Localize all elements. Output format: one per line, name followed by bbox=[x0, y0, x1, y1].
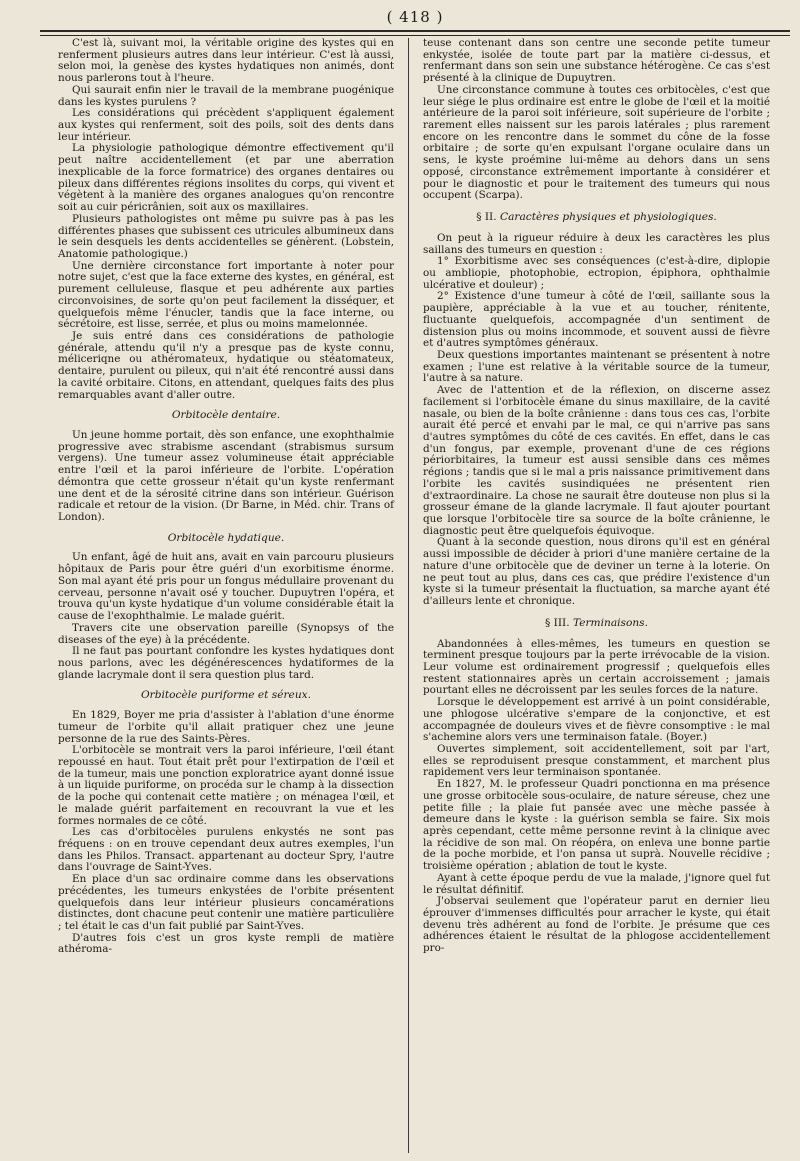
paragraph: Abandonnées à elles-mêmes, les tumeurs en question se terminent presque toujours par la perte irrévocable de la vision. Leur volume est ordinairement progressif ; quelquefois elles restent stationnaires après un certain accroissement ; jamais pourtant elles ne décroissent par les seules forces de la nature. bbox=[423, 637, 770, 697]
paragraph: En place d'un sac ordinaire comme dans les observations précédentes, les tumeurs enkystées de l'orbite présentent quelquefois dans leur intérieur plusieurs concamérations distinctes, dont chacune peut contenir une matière particulière ; tel était le cas d'un fait publié par Saint-Yves. bbox=[58, 873, 394, 933]
section-heading-2 bbox=[423, 212, 770, 224]
paragraph: Plusieurs pathologistes ont même pu suivre pas à pas les différentes phases que subissent ces utricules albumineux dans le sein desquels les dents accidentelles se génèrent. (Lobstein, Anatomie pathologique.) bbox=[58, 212, 394, 260]
paragraph: Les considérations qui précèdent s'appliquent également aux kystes qui renferment, soit des poils, soit des dents dans leur intérieur. bbox=[58, 107, 394, 143]
section-title: Terminaisons. bbox=[572, 616, 648, 629]
paragraph: Qui saurait enfin nier le travail de la membrane puogénique dans les kystes purulens ? bbox=[58, 83, 394, 108]
paragraph: La physiologie pathologique démontre effectivement qu'il peut naître accidentellement (et par une aberration inexplicable de la force formatrice) des organes dentaires ou pileux dans différentes régions insolites du corps, qui vivent et végètent à la manière des organes analogues qu'on rencontre soit au cuir péricrânien, soit aux os maxillaires. bbox=[58, 142, 394, 214]
section-heading-3 bbox=[423, 618, 770, 630]
subheading-hydatique: Orbitocèle hydatique. bbox=[167, 531, 285, 544]
paragraph: Je suis entré dans ces considérations de pathologie générale, attendu qu'il n'y a presque pas de kyste connu, méliceriqne ou athéromateux, hydatique ou stéatomateux, dentaire, purulent ou pileux, qui n'ait été rencontré aussi dans la cavité orbitaire. Citons, en attendant, quelques faits des plus remarquables avant d'aller outre. bbox=[58, 329, 394, 401]
paragraph: Lorsque le développement est arrivé à un point considérable, une phlogose ulcérative s'empare de la conjonctive, et est accompagnée de douleurs vives et de fièvre consomptive : le mal s'achemine alors vers une terminaison fatale. (Boyer.) bbox=[423, 696, 770, 744]
paragraph: Deux questions importantes maintenant se présentent à notre examen ; l'une est relative à la véritable source de la tumeur, l'autre à sa nature. bbox=[423, 348, 770, 385]
paragraph: En 1829, Boyer me pria d'assister à l'ablation d'une énorme tumeur de l'orbite qu'il allait pratiquer chez une jeune personne de la rue des Saints-Pères. bbox=[58, 709, 394, 745]
paragraph: On peut à la rigueur réduire à deux les caractères les plus saillans des tumeurs en question : bbox=[423, 231, 770, 256]
paragraph: Avec de l'attention et de la réflexion, on discerne assez facilement si l'orbitocèle émane du sinus maxillaire, de la cavité nasale, ou bien de la boîte crânienne : dans tous ces cas, l'orbite aurait été percé et envahi par le mal, ce qui n'arrive pas sans d'autres symptômes du côté de ces cavités. En effet, dans le cas d'un fongus, par exemple, provenant d'une de ces régions périorbitaires, la tumeur est aussi sensible dans ces mêmes régions ; tandis que si le mal a pris naissance primitivement dans l'orbite les cavités susindiquées ne présentent rien d'extraordinaire. La chose ne saurait être douteuse non plus si la grosseur émane de la glande lacrymale. Il faut ajouter pourtant que lorsque l'orbitocèle tire sa source de la boîte crânienne, le diagnostic peut être quelquefois équivoque. bbox=[423, 384, 770, 537]
paragraph: Une dernière circonstance fort importante à noter pour notre sujet, c'est que la face externe des kystes, en général, est purement celluleuse, flasque et peu adhérente aux parties circonvoisines, de sorte qu'on peut facilement la disséquer, et quelquefois même l'énucler, tandis que la face interne, ou sécrétoire, est lisse, serrée, et plus ou moins mamelonnée. bbox=[58, 259, 394, 331]
section-title: Caractères physiques et physiologiques. bbox=[499, 211, 717, 224]
paragraph: J'observai seulement que l'opérateur parut en dernier lieu éprouver d'immenses difficultés pour arracher le kyste, qui était devenu très adhérent au fond de l'orbite. Je présume que ces adhérences étaient le résultat de la phlogose accidentellement pro- bbox=[423, 895, 770, 955]
paragraph: Les cas d'orbitocèles purulens enkystés ne sont pas fréquens : on en trouve cependant deux autres exemples, l'un dans les Philos. Transact. appartenant au docteur Spry, l'autre dans l'ouvrage de Saint-Yves. bbox=[58, 826, 394, 874]
right-column bbox=[423, 38, 770, 955]
paragraph: Un enfant, âgé de huit ans, avait en vain parcouru plusieurs hôpitaux de Paris pour être guéri d'un exorbitisme énorme. Son mal ayant été pris pour un fongus médullaire provenant du cerveau, personne n'avait osé y toucher. Dupuytren l'opéra, et trouva qu'un kyste hydatique d'un volume considérable était la cause de l'exophthalmie. Le malade guérit. bbox=[58, 551, 394, 623]
paragraph: Ouvertes simplement, soit accidentellement, soit par l'art, elles se reproduisent presque constamment, et marchent plus rapidement vers leur terminaison spontanée. bbox=[423, 742, 770, 779]
paragraph: D'autres fois c'est un gros kyste rempli de matière athéroma- bbox=[58, 931, 394, 956]
section-sign: § III. bbox=[545, 616, 570, 629]
paragraph: C'est là, suivant moi, la véritable origine des kystes qui en renferment plusieurs autres dans leur intérieur. C'est là aussi, selon moi, la genèse des kystes hydatiques non animés, dont nous parlerons tout à l'heure. bbox=[58, 37, 394, 85]
paragraph: 1° Exorbitisme avec ses conséquences (c'est-à-dire, diplopie ou ambliopie, photophobie, ectropion, épiphora, ophthalmie ulcérative et douleur) ; bbox=[423, 255, 770, 291]
header-rule bbox=[40, 35, 790, 36]
paragraph: Travers cite une observation pareille (Synopsys of the diseases of the eye) à la précédente. bbox=[58, 621, 394, 646]
page-number: ( 418 ) bbox=[386, 8, 444, 26]
paragraph: En 1827, M. le professeur Quadri ponctionna en ma présence une grosse orbitocèle sous-oculaire, de nature séreuse, chez une petite fille ; la plaie fut pansée avec une mèche passée à demeure dans le kyste : la guérison sembla se faire. Six mois après cependant, cette même personne revint à la clinique avec la récidive de son mal. On réopéra, on enleva une bonne partie de la poche morbide, et l'on pansa ut suprà. Nouvelle récidive ; troisième opération ; ablation de tout le kyste. bbox=[423, 778, 770, 873]
paragraph: teuse contenant dans son centre une seconde petite tumeur enkystée, isolée de toute part par la matière ci-dessus, et renfermant dans son sein une substance hétérogène. Ce cas s'est présenté à la clinique de Dupuytren. bbox=[423, 37, 770, 85]
column-divider bbox=[408, 38, 409, 1153]
paragraph: Il ne faut pas pourtant confondre les kystes hydatiques dont nous parlons, avec les dégénérescences hydatiformes de la glande lacrymale dont il sera question plus tard. bbox=[58, 645, 394, 681]
paragraph: L'orbitocèle se montrait vers la paroi inférieure, l'œil étant repoussé en haut. Tout était prêt pour l'extirpation de l'œil et de la tumeur, mais une ponction exploratrice ayant donné issue à un liquide puriforme, on procéda sur le champ à la dissection de la poche qui contenait cette matière ; on ménagea l'œil, et le malade guérit parfaitement en recouvrant la vue et les formes normales de ce côté. bbox=[58, 744, 394, 827]
paragraph: Quant à la seconde question, nous dirons qu'il est en général aussi impossible de décider à priori d'une manière certaine de la nature d'une orbitocèle que de deviner un terne à la loterie. On ne peut tout au plus, dans ces cas, que prédire l'existence d'un kyste si la tumeur présentait la fluctuation, sa marche ayant été d'ailleurs lente et chronique. bbox=[423, 536, 770, 608]
paragraph: Ayant à cette époque perdu de vue la malade, j'ignore quel fut le résultat définitif. bbox=[423, 871, 770, 896]
section-sign: § II. bbox=[476, 211, 497, 224]
page-header bbox=[40, 6, 790, 32]
left-column bbox=[58, 38, 394, 956]
paragraph: Un jeune homme portait, dès son enfance, une exophthalmie progressive avec strabisme ascendant (strabismus sursum vergens). Une tumeur assez volumineuse était appréciable entre l'œil et la paroi inférieure de l'orbite. L'opération démontra que cette grosseur n'était qu'un kyste renfermant une dent et de la sérosité citrine dans son intérieur. Guérison radicale et retour de la vision. (Dr Barne, in Méd. chir. Trans of London). bbox=[58, 429, 394, 524]
paragraph: 2° Existence d'une tumeur à côté de l'œil, saillante sous la paupière, appréciable à la vue et au toucher, rénitente, fluctuante quelquefois, accompagnée d'un sentiment de distension plus ou moins incommode, et souvent aussi de fièvre et d'autres symptômes généraux. bbox=[423, 290, 770, 350]
paragraph: Une circonstance commune à toutes ces orbitocèles, c'est que leur siége le plus ordinaire est entre le globe de l'œil et la moitié antérieure de la paroi soit inférieure, soit supérieure de l'orbite ; rarement elles naissent sur les parois latérales ; plus rarement encore on les rencontre dans le sommet du cône de la fosse orbitaire ; de sorte qu'en expulsant l'organe oculaire dans un sens, le kyste proémine lui-même au dehors dans un sens opposé, circonstance extrêmement importante à considérer et pour le diagnostic et pour le traitement des tumeurs qui nous occupent (Scarpa). bbox=[423, 83, 770, 202]
subheading-puriforme: Orbitocèle puriforme et séreux. bbox=[141, 689, 311, 702]
subheading-dentaire: Orbitocèle dentaire. bbox=[171, 409, 281, 422]
